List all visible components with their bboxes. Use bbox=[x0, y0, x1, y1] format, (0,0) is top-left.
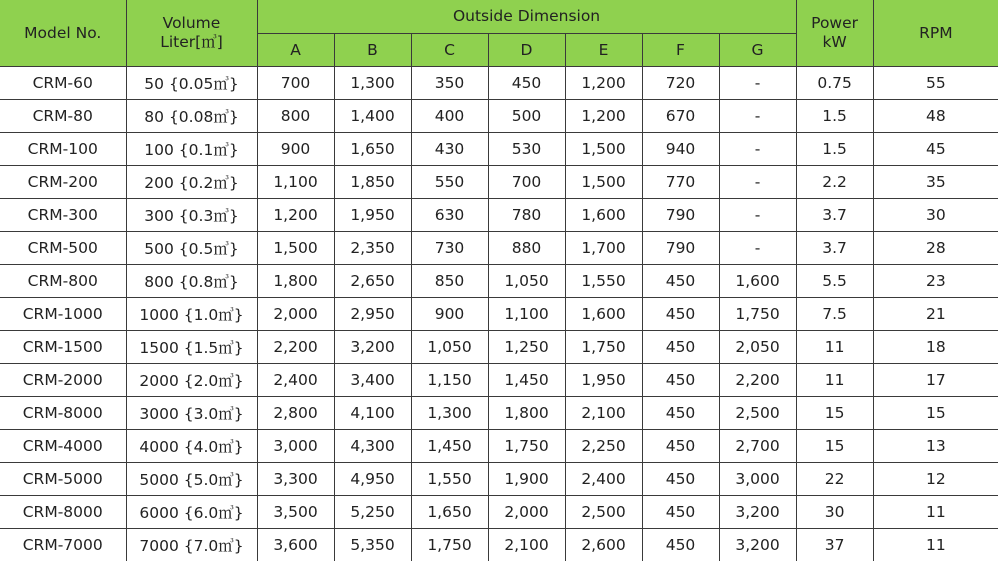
header-dim-g: G bbox=[719, 34, 796, 67]
cell-dim-e: 1,600 bbox=[565, 298, 642, 331]
cell-dim-c: 1,550 bbox=[411, 463, 488, 496]
cell-dim-g: 2,700 bbox=[719, 430, 796, 463]
cell-dim-d: 530 bbox=[488, 133, 565, 166]
cell-dim-b: 5,350 bbox=[334, 529, 411, 562]
cell-dim-b: 4,950 bbox=[334, 463, 411, 496]
cell-model: CRM-100 bbox=[0, 133, 126, 166]
cell-dim-e: 1,200 bbox=[565, 67, 642, 100]
cell-dim-c: 1,150 bbox=[411, 364, 488, 397]
cell-dim-e: 2,500 bbox=[565, 496, 642, 529]
cell-power: 11 bbox=[796, 331, 873, 364]
header-dim-b: B bbox=[334, 34, 411, 67]
header-dim-e: E bbox=[565, 34, 642, 67]
cell-dim-e: 1,500 bbox=[565, 133, 642, 166]
cell-dim-a: 700 bbox=[257, 67, 334, 100]
cell-rpm: 48 bbox=[873, 100, 998, 133]
cell-dim-g: 3,200 bbox=[719, 496, 796, 529]
cell-dim-e: 1,600 bbox=[565, 199, 642, 232]
cell-rpm: 15 bbox=[873, 397, 998, 430]
cell-dim-c: 900 bbox=[411, 298, 488, 331]
cell-rpm: 30 bbox=[873, 199, 998, 232]
cell-dim-g: - bbox=[719, 100, 796, 133]
cell-model: CRM-80 bbox=[0, 100, 126, 133]
cell-rpm: 17 bbox=[873, 364, 998, 397]
cell-dim-f: 670 bbox=[642, 100, 719, 133]
cell-rpm: 12 bbox=[873, 463, 998, 496]
header-dim-f: F bbox=[642, 34, 719, 67]
cell-dim-a: 2,800 bbox=[257, 397, 334, 430]
cell-volume: 1500 {1.5㎥} bbox=[126, 331, 257, 364]
table-row bbox=[0, 133, 998, 166]
cell-dim-e: 1,700 bbox=[565, 232, 642, 265]
cell-rpm: 13 bbox=[873, 430, 998, 463]
cell-dim-f: 450 bbox=[642, 496, 719, 529]
cell-dim-c: 1,750 bbox=[411, 529, 488, 562]
cell-volume: 500 {0.5㎥} bbox=[126, 232, 257, 265]
cell-power: 5.5 bbox=[796, 265, 873, 298]
cell-dim-g: 3,000 bbox=[719, 463, 796, 496]
cell-rpm: 18 bbox=[873, 331, 998, 364]
cell-dim-a: 900 bbox=[257, 133, 334, 166]
header-power-line2: kW bbox=[822, 33, 847, 51]
cell-dim-a: 3,500 bbox=[257, 496, 334, 529]
cell-dim-a: 1,500 bbox=[257, 232, 334, 265]
cell-model: CRM-1000 bbox=[0, 298, 126, 331]
cell-volume: 4000 {4.0㎥} bbox=[126, 430, 257, 463]
cell-dim-d: 1,250 bbox=[488, 331, 565, 364]
cell-dim-g: 1,750 bbox=[719, 298, 796, 331]
cell-dim-g: - bbox=[719, 67, 796, 100]
cell-dim-a: 3,600 bbox=[257, 529, 334, 562]
cell-volume: 50 {0.05㎥} bbox=[126, 67, 257, 100]
header-volume-line1: Volume bbox=[162, 14, 221, 32]
table-row bbox=[0, 67, 998, 100]
cell-dim-e: 2,600 bbox=[565, 529, 642, 562]
cell-model: CRM-4000 bbox=[0, 430, 126, 463]
cell-dim-f: 450 bbox=[642, 265, 719, 298]
cell-power: 11 bbox=[796, 364, 873, 397]
cell-dim-g: 2,050 bbox=[719, 331, 796, 364]
table-row bbox=[0, 298, 998, 331]
cell-power: 30 bbox=[796, 496, 873, 529]
cell-dim-a: 1,100 bbox=[257, 166, 334, 199]
cell-dim-f: 720 bbox=[642, 67, 719, 100]
cell-rpm: 55 bbox=[873, 67, 998, 100]
cell-power: 37 bbox=[796, 529, 873, 562]
cell-dim-d: 780 bbox=[488, 199, 565, 232]
cell-rpm: 23 bbox=[873, 265, 998, 298]
header-dim-c: C bbox=[411, 34, 488, 67]
cell-dim-g: 3,200 bbox=[719, 529, 796, 562]
cell-dim-b: 3,200 bbox=[334, 331, 411, 364]
cell-model: CRM-800 bbox=[0, 265, 126, 298]
cell-dim-a: 2,400 bbox=[257, 364, 334, 397]
cell-power: 7.5 bbox=[796, 298, 873, 331]
cell-model: CRM-5000 bbox=[0, 463, 126, 496]
cell-dim-e: 1,950 bbox=[565, 364, 642, 397]
cell-dim-f: 940 bbox=[642, 133, 719, 166]
table-row bbox=[0, 463, 998, 496]
cell-volume: 7000 {7.0㎥} bbox=[126, 529, 257, 562]
cell-rpm: 21 bbox=[873, 298, 998, 331]
cell-dim-d: 1,100 bbox=[488, 298, 565, 331]
table-row bbox=[0, 364, 998, 397]
cell-model: CRM-2000 bbox=[0, 364, 126, 397]
table-row bbox=[0, 100, 998, 133]
cell-model: CRM-300 bbox=[0, 199, 126, 232]
cell-dim-g: - bbox=[719, 166, 796, 199]
table-row bbox=[0, 430, 998, 463]
cell-dim-f: 770 bbox=[642, 166, 719, 199]
cell-power: 3.7 bbox=[796, 199, 873, 232]
cell-model: CRM-1500 bbox=[0, 331, 126, 364]
cell-dim-f: 450 bbox=[642, 529, 719, 562]
cell-dim-c: 1,050 bbox=[411, 331, 488, 364]
table-row bbox=[0, 397, 998, 430]
cell-dim-f: 450 bbox=[642, 364, 719, 397]
cell-dim-f: 450 bbox=[642, 463, 719, 496]
cell-power: 2.2 bbox=[796, 166, 873, 199]
cell-dim-d: 450 bbox=[488, 67, 565, 100]
cell-power: 1.5 bbox=[796, 133, 873, 166]
cell-dim-b: 2,950 bbox=[334, 298, 411, 331]
cell-dim-d: 2,000 bbox=[488, 496, 565, 529]
cell-rpm: 11 bbox=[873, 496, 998, 529]
cell-dim-b: 1,650 bbox=[334, 133, 411, 166]
cell-dim-a: 1,200 bbox=[257, 199, 334, 232]
cell-dim-c: 1,650 bbox=[411, 496, 488, 529]
cell-dim-d: 1,750 bbox=[488, 430, 565, 463]
cell-model: CRM-8000 bbox=[0, 397, 126, 430]
table-row bbox=[0, 265, 998, 298]
header-volume-line2: Liter[㎥] bbox=[160, 33, 223, 51]
cell-model: CRM-7000 bbox=[0, 529, 126, 562]
cell-dim-d: 880 bbox=[488, 232, 565, 265]
cell-rpm: 35 bbox=[873, 166, 998, 199]
cell-dim-g: 2,500 bbox=[719, 397, 796, 430]
header-dim-a: A bbox=[257, 34, 334, 67]
cell-dim-f: 450 bbox=[642, 331, 719, 364]
cell-dim-a: 3,300 bbox=[257, 463, 334, 496]
cell-volume: 3000 {3.0㎥} bbox=[126, 397, 257, 430]
cell-dim-g: 1,600 bbox=[719, 265, 796, 298]
table-body bbox=[0, 67, 998, 562]
cell-dim-c: 430 bbox=[411, 133, 488, 166]
cell-power: 15 bbox=[796, 430, 873, 463]
cell-dim-c: 850 bbox=[411, 265, 488, 298]
cell-volume: 100 {0.1㎥} bbox=[126, 133, 257, 166]
cell-dim-e: 2,100 bbox=[565, 397, 642, 430]
cell-dim-e: 2,250 bbox=[565, 430, 642, 463]
cell-dim-a: 1,800 bbox=[257, 265, 334, 298]
cell-dim-b: 5,250 bbox=[334, 496, 411, 529]
cell-dim-f: 450 bbox=[642, 298, 719, 331]
cell-dim-e: 1,750 bbox=[565, 331, 642, 364]
cell-dim-e: 1,500 bbox=[565, 166, 642, 199]
cell-dim-g: - bbox=[719, 199, 796, 232]
table-row bbox=[0, 166, 998, 199]
cell-dim-c: 350 bbox=[411, 67, 488, 100]
cell-dim-f: 790 bbox=[642, 232, 719, 265]
header-outside-dimension: Outside Dimension bbox=[257, 0, 796, 34]
header-row-top bbox=[0, 0, 998, 34]
cell-dim-e: 2,400 bbox=[565, 463, 642, 496]
cell-dim-d: 1,450 bbox=[488, 364, 565, 397]
cell-dim-b: 2,650 bbox=[334, 265, 411, 298]
cell-model: CRM-500 bbox=[0, 232, 126, 265]
cell-dim-d: 1,050 bbox=[488, 265, 565, 298]
cell-dim-c: 550 bbox=[411, 166, 488, 199]
cell-dim-d: 500 bbox=[488, 100, 565, 133]
cell-dim-b: 3,400 bbox=[334, 364, 411, 397]
cell-volume: 5000 {5.0㎥} bbox=[126, 463, 257, 496]
cell-volume: 1000 {1.0㎥} bbox=[126, 298, 257, 331]
cell-volume: 6000 {6.0㎥} bbox=[126, 496, 257, 529]
cell-dim-c: 400 bbox=[411, 100, 488, 133]
cell-dim-d: 700 bbox=[488, 166, 565, 199]
cell-dim-a: 3,000 bbox=[257, 430, 334, 463]
cell-dim-d: 2,100 bbox=[488, 529, 565, 562]
cell-dim-f: 450 bbox=[642, 430, 719, 463]
header-dim-d: D bbox=[488, 34, 565, 67]
cell-dim-b: 4,300 bbox=[334, 430, 411, 463]
cell-dim-c: 1,450 bbox=[411, 430, 488, 463]
cell-dim-e: 1,550 bbox=[565, 265, 642, 298]
cell-dim-d: 1,900 bbox=[488, 463, 565, 496]
cell-dim-f: 790 bbox=[642, 199, 719, 232]
cell-volume: 80 {0.08㎥} bbox=[126, 100, 257, 133]
cell-model: CRM-60 bbox=[0, 67, 126, 100]
header-power-line1: Power bbox=[811, 14, 859, 32]
header-rpm: RPM bbox=[873, 0, 998, 67]
table-row bbox=[0, 199, 998, 232]
cell-dim-a: 2,000 bbox=[257, 298, 334, 331]
table-row bbox=[0, 496, 998, 529]
cell-dim-e: 1,200 bbox=[565, 100, 642, 133]
header-model: Model No. bbox=[0, 0, 126, 67]
cell-volume: 2000 {2.0㎥} bbox=[126, 364, 257, 397]
cell-power: 0.75 bbox=[796, 67, 873, 100]
cell-rpm: 28 bbox=[873, 232, 998, 265]
cell-volume: 800 {0.8㎥} bbox=[126, 265, 257, 298]
cell-dim-c: 1,300 bbox=[411, 397, 488, 430]
cell-volume: 300 {0.3㎥} bbox=[126, 199, 257, 232]
cell-dim-f: 450 bbox=[642, 397, 719, 430]
cell-dim-b: 1,400 bbox=[334, 100, 411, 133]
cell-power: 3.7 bbox=[796, 232, 873, 265]
cell-rpm: 45 bbox=[873, 133, 998, 166]
table-row bbox=[0, 232, 998, 265]
cell-dim-b: 1,950 bbox=[334, 199, 411, 232]
cell-dim-a: 800 bbox=[257, 100, 334, 133]
cell-model: CRM-200 bbox=[0, 166, 126, 199]
cell-power: 22 bbox=[796, 463, 873, 496]
cell-dim-b: 4,100 bbox=[334, 397, 411, 430]
cell-dim-g: - bbox=[719, 133, 796, 166]
table-row bbox=[0, 331, 998, 364]
table-row bbox=[0, 529, 998, 562]
cell-power: 15 bbox=[796, 397, 873, 430]
header-volume bbox=[126, 0, 257, 67]
cell-power: 1.5 bbox=[796, 100, 873, 133]
cell-dim-b: 1,300 bbox=[334, 67, 411, 100]
cell-volume: 200 {0.2㎥} bbox=[126, 166, 257, 199]
cell-dim-c: 630 bbox=[411, 199, 488, 232]
table-header bbox=[0, 0, 998, 67]
header-power bbox=[796, 0, 873, 67]
cell-dim-b: 2,350 bbox=[334, 232, 411, 265]
cell-dim-b: 1,850 bbox=[334, 166, 411, 199]
cell-rpm: 11 bbox=[873, 529, 998, 562]
cell-dim-d: 1,800 bbox=[488, 397, 565, 430]
cell-dim-g: - bbox=[719, 232, 796, 265]
cell-dim-g: 2,200 bbox=[719, 364, 796, 397]
cell-model: CRM-8000 bbox=[0, 496, 126, 529]
cell-dim-c: 730 bbox=[411, 232, 488, 265]
cell-dim-a: 2,200 bbox=[257, 331, 334, 364]
